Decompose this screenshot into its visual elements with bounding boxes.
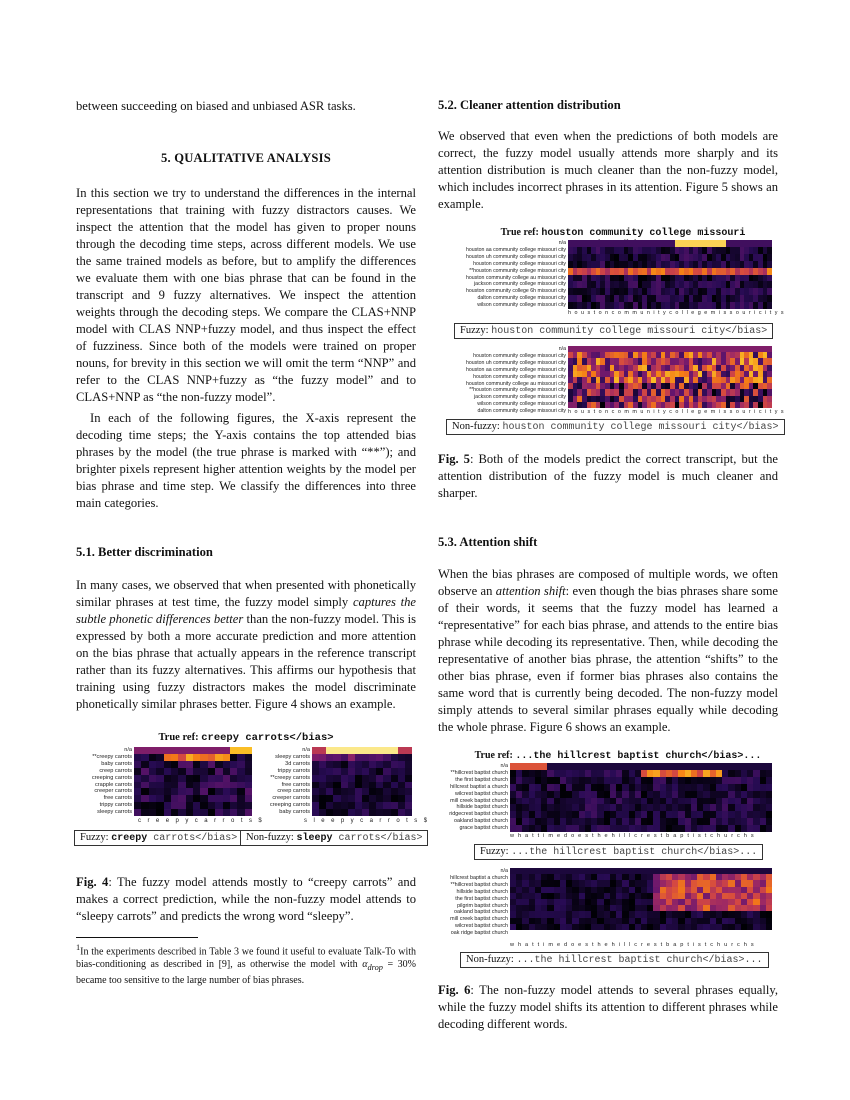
figure-5-fuzzy-row-label: houston uh community college missouri city (465, 253, 566, 260)
figure-6-fuzzy-row-label: mill creek baptist church (450, 797, 508, 804)
figure-4-nonfuzzy-row-label: baby carrots (279, 809, 310, 816)
subsection-5-1-paragraph: In many cases, we observed that when presented with phonetically similar phrases at test time, the fuzzy model simply captures the subtle phonetic differences better than the non-fuzzy model. This is expressed by both a more accurate prediction and more attention on the bias phrase that actually appears in the reference transcript rather than its fuzzy alternatives. This affirms our hypothesis that training using fuzzy distractors makes the model discriminate phonetically similar phrases better. Figure 4 shows an example. (76, 578, 416, 711)
figure-4-fuzzy-row-label: creep carrots (99, 767, 132, 774)
figure-5-nonfuzzy-row-label: jackson community college missouri city (474, 394, 566, 401)
figure-4-fuzzy-row-label: n/a (124, 747, 132, 753)
figure-6-fuzzy-row-label: n/a (500, 763, 508, 769)
intro-line: between succeeding on biased and unbiased ASR tasks. (76, 99, 356, 113)
figure-5-nonfuzzy-y-labels (438, 346, 566, 415)
footnote-rule (76, 937, 198, 938)
figure-5-caption-label: Fig. 5 (438, 452, 470, 466)
figure-5-nonfuzzy-row-label: houston aa community college missouri city (465, 366, 566, 373)
figure-6-nonfuzzy-row-label: pilgrim baptist church (457, 902, 508, 909)
subsection-5-1-title: 5.1. Better discrimination (76, 545, 213, 559)
figure-5-fuzzy-y-labels (438, 240, 566, 309)
figure-5-nonfuzzy-row-label: dalton community college missouri city (477, 408, 566, 415)
figure-5-nonfuzzy-row-label: **houston community college missouri city (469, 387, 566, 394)
figure-5-fuzzy-x-label: h o u s t o n c o m m u n i t y c o l l e g e m i s s o u r i c i t y s (568, 310, 785, 316)
figure-6-nonfuzzy-row-label: mill creek baptist church (450, 916, 508, 923)
figure-4-nonfuzzy-row-label: trippy carrots (277, 767, 310, 774)
figure-4-title: True ref: creepy carrots</bias> (158, 732, 334, 744)
figure-6-fuzzy-row-label: wilcrest baptist church (454, 790, 508, 797)
figure-6-nonfuzzy-prediction: Non-fuzzy: ...the hillcrest baptist church</bias>... (460, 952, 769, 968)
figure-4-fuzzy-heatmap (134, 747, 252, 816)
subsection-5-2-paragraph: We observed that even when the predictions of both models are correct, the fuzzy model usually attends more sharply and its attention distribution is much cleaner than the non-fuzzy model, which includes incorrect phrases in its attention. Figure 5 shows an example. (438, 129, 778, 211)
figure-5-nonfuzzy-prediction: Non-fuzzy: houston community college missouri city</bias> (446, 419, 785, 435)
footnote-text: $^1$In the experiments described in Table 3 we found it useful to evaluate Talk-To with bias-conditioning as described in [9], as otherwise the model with $\alpha_{drop} = 30\%$ became too sensitive to the large number of bias phrases. (76, 943, 416, 987)
figure-5-fuzzy-row-label: houston community college missouri city (473, 260, 566, 267)
left-column (76, 98, 430, 987)
figure-4-fuzzy-row-label: trippy carrots (99, 802, 132, 809)
figure-5-nonfuzzy-row-label: houston uh community college missouri city (465, 359, 566, 366)
figure-5-title: True ref: houston community college missouri (500, 227, 746, 239)
figure-4-fuzzy-prediction: Fuzzy: creepy carrots</bias> (74, 830, 243, 846)
figure-5-fuzzy-row-label: **houston community college missouri city (469, 267, 566, 274)
figure-5-fuzzy-row-label: n/a (558, 240, 566, 246)
figure-4-fuzzy-row-label: **creepy carrots (92, 753, 132, 760)
figure-4-caption-label: Fig. 4 (76, 875, 109, 889)
figure-5-fuzzy-row-label: jackson community college missouri city (474, 281, 566, 288)
figure-5-fuzzy-heatmap (568, 240, 772, 309)
figure-5-footer (438, 409, 785, 439)
figure-5 (438, 227, 785, 415)
figure-6-fuzzy-row-label: hillside baptist church (456, 804, 508, 811)
emphasis-text: captures the subtle phonetic differences better (76, 595, 416, 626)
figure-6-title: True ref: ...the hillcrest baptist church</bias>... (474, 750, 762, 762)
figure-4-nonfuzzy-row-label: 3d carrots (285, 760, 310, 767)
subsection-5-3-paragraph: When the bias phrases are composed of multiple words, we often observe an attention shift: even though the bias phrases share some of their words, it seems that the fuzzy model has learned a “representative” for each bias phrase, and attends to the entire bias phrase while decoding its representative. Then, while decoding the representative of another bias phrase, the attention “shifts” to the other bias phrase, even if former bias phrases also contains the same word that is currently being decoded. The non-fuzzy model simply attends to several similar phrases equally while decoding the whole phrase. Figure 6 shows an example. (438, 567, 779, 734)
figure-6-fuzzy-row-label: oakland baptist church (454, 818, 508, 825)
figure-6-caption: Fig. 6: The non-fuzzy model attends to several phrases equally, while the fuzzy model shifts its attention to different phrases while decoding different words. (438, 983, 778, 1031)
figure-6-fuzzy-row-label: the first baptist church (455, 776, 508, 783)
figure-5-nonfuzzy-row-label: houston community college missouri city (473, 373, 566, 380)
figure-5-fuzzy-row-label: wilson community college missouri city (477, 302, 566, 309)
figure-4-nonfuzzy-prediction: Non-fuzzy: sleepy carrots</bias> (240, 830, 428, 846)
figure-4-nonfuzzy-row-label: free carrots (281, 781, 310, 788)
figure-6-nonfuzzy-row-label: oakland baptist church (454, 909, 508, 916)
figure-4-nonfuzzy-row-label: n/a (302, 747, 310, 753)
figure-6-nonfuzzy-row-label: hillside baptist church (456, 888, 508, 895)
figure-6-fuzzy-prediction: Fuzzy: ...the hillcrest baptist church</bias>... (474, 844, 763, 860)
figure-4-fuzzy-row-label: sleepy carrots (97, 809, 132, 816)
figure-4-nonfuzzy-row-label: sleepy carrots (275, 753, 310, 760)
figure-6-nonfuzzy-row-label: hillcrest baptist a church (450, 874, 508, 881)
section-5-paragraph-1: In this section we try to understand the differences in the internal representations that training with fuzzy distractors causes. We inspect the attention that the model has given to proper nouns through the decoding time steps, across different models. We use the same trained models as before, but to amplify the differences we evaluate them with one bias phrase that can be found in the transcript and 9 fuzzy alternatives. We inspect the attention weights through the decoding steps. We compare the CLAS+NNP model with CLAS NNP+fuzzy model, and thus inspect the effect of fuzziness. Since both of the models were trained on proper nouns, for brevity in this section we will omit the term “NNP” and refer to the CLAS NNP+fuzzy as “the fuzzy model” and to CLAS+NNP as “the non-fuzzy model”. (76, 186, 416, 404)
figure-4-fuzzy-x-label: c r e e p y c a r r o t s $ (138, 818, 265, 824)
figure-5-nonfuzzy-row-label: wilson community college missouri city (477, 401, 566, 408)
right-column (438, 98, 785, 1033)
figure-4-fuzzy-row-label: crapple carrots (95, 781, 132, 788)
figure-4-fuzzy-row-label: baby carrots (101, 760, 132, 767)
emphasis-text: attention shift (495, 584, 566, 598)
figure-6-fuzzy-y-labels (438, 763, 508, 832)
figure-4-right-y-labels (254, 747, 310, 816)
figure-6-fuzzy-row-label: hillcrest baptist a church (450, 783, 508, 790)
figure-6-nonfuzzy-row-label: n/a (500, 868, 508, 874)
figure-6-fuzzy-row-label: ridgecrest baptist church (449, 811, 508, 818)
figure-4-fuzzy-row-label: creeper carrots (94, 788, 132, 795)
figure-6-fuzzy-row-label: grace baptist church (459, 825, 508, 832)
figure-4-nonfuzzy-row-label: creeping carrots (269, 802, 310, 809)
figure-6 (438, 750, 778, 942)
figure-6-nonfuzzy-row-label: **hillcrest baptist church (450, 881, 508, 888)
figure-4-nonfuzzy-row-label: creeper carrots (272, 795, 310, 802)
figure-5-nonfuzzy-row-label: houston community college au missouri city (465, 380, 566, 387)
footnote (76, 937, 416, 987)
figure-6-fuzzy-row-label: **hillcrest baptist church (450, 769, 508, 776)
figure-6-nonfuzzy-row-label: the first baptist church (455, 895, 508, 902)
figure-6-nonfuzzy-x-label: w h a t t i m e d o e s t h e h i l l c r e s t b a p t i s t c h u r c h s (510, 942, 755, 948)
figure-4-nonfuzzy-row-label: creep carrots (277, 788, 310, 795)
figure-5-fuzzy-row-label: houston community college 6h missouri city (465, 288, 566, 295)
subsection-5-2-title: 5.2. Cleaner attention distribution (438, 98, 621, 112)
figure-5-nonfuzzy-x-label: h o u s t o n c o m m u n i t y c o l l e g e m i s s o u r i c i t y s (568, 409, 785, 415)
figure-4-left-y-labels (76, 747, 132, 816)
figure-6-caption-label: Fig. 6 (438, 983, 471, 997)
figure-4-nonfuzzy-row-label: **creepy carrots (270, 774, 310, 781)
figure-5-caption: Fig. 5: Both of the models predict the correct transcript, but the attention distribution of the fuzzy model is much cleaner and sharper. (438, 452, 778, 500)
figure-5-fuzzy-row-label: houston aa community college missouri city (465, 246, 566, 253)
figure-6-fuzzy-x-label: w h a t t i m e d o e s t h e h i l l c r e s t b a p t i s t c h u r c h s (510, 833, 755, 839)
figure-6-nonfuzzy-heatmap (510, 868, 772, 930)
figure-4-fuzzy-row-label: creeping carrots (91, 774, 132, 781)
figure-4-nonfuzzy-heatmap (312, 747, 412, 816)
figure-5-nonfuzzy-heatmap (568, 346, 772, 408)
section-5-title: 5. QUALITATIVE ANALYSIS (161, 151, 331, 165)
figure-5-fuzzy-row-label: houston community college au missouri city (465, 274, 566, 281)
figure-5-fuzzy-row-label: dalton community college missouri city (477, 295, 566, 302)
figure-5-fuzzy-prediction: Fuzzy: houston community college missouri city</bias> (454, 323, 773, 339)
figure-6-footer (438, 942, 778, 972)
section-5-paragraph-2: In each of the following figures, the X-axis represent the decoding time steps; the Y-axis contains the top attended bias phrases by the model (the true phrase is marked with “**”); and brighter pixels represent higher attention weights by the model per bias phrase and time step. We classify the differences into three main categories. (76, 411, 416, 510)
figure-6-fuzzy-heatmap (510, 763, 772, 832)
figure-4 (76, 732, 430, 852)
figure-5-nonfuzzy-row-label: n/a (558, 346, 566, 352)
figure-4-caption: Fig. 4: The fuzzy model attends mostly to “creepy carrots” and makes a correct prediction, while the non-fuzzy model attends to “sleepy carrots” and predicts the wrong word “sleepy”. (76, 875, 416, 923)
figure-6-nonfuzzy-y-labels (438, 868, 508, 937)
figure-6-nonfuzzy-row-label: oak ridge baptist church (450, 930, 508, 937)
subsection-5-3-title: 5.3. Attention shift (438, 535, 538, 549)
figure-4-nonfuzzy-x-label: s l e e p y c a r r o t s $ (304, 818, 430, 824)
figure-5-nonfuzzy-row-label: houston community college missouri city (473, 352, 566, 359)
figure-4-fuzzy-row-label: free carrots (103, 795, 132, 802)
figure-6-nonfuzzy-row-label: wilcrest baptist church (454, 923, 508, 930)
